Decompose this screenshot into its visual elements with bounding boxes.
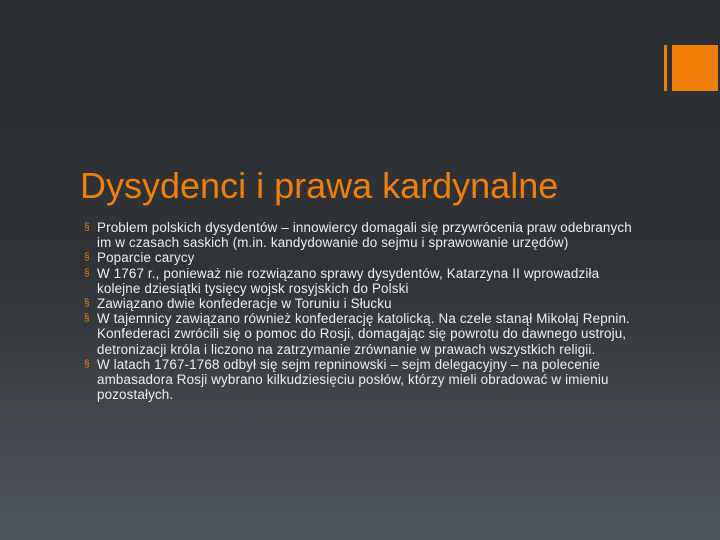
bullet-list: [84, 220, 644, 402]
bullet-item: [84, 311, 644, 357]
bullet-item: [84, 220, 644, 250]
slide-title: Dysydenci i prawa kardynalne: [80, 165, 559, 206]
bullet-text: Problem polskich dysydentów – innowiercy domagali się przywrócenia praw odebranych im w czasach saskich (m.in. kandydowanie do sejmu i sprawowanie urzędów): [97, 220, 632, 251]
bullet-marker-icon: §: [84, 358, 90, 370]
bullet-item: [84, 266, 644, 296]
bullet-text: Zawiązano dwie konfederacje w Toruniu i Słucku: [97, 296, 392, 312]
bullet-text: W latach 1767-1768 odbył się sejm repninowski – sejm delegacyjny – na polecenie ambasadora Rosji wybrano kilkudziesięciu posłów, którzy mieli obradować w imieniu pozostałych.: [97, 356, 609, 403]
accent-thick-bar: [672, 45, 718, 91]
bullet-text: Poparcie carycy: [97, 250, 195, 266]
bullet-text: W tajemnicy zawiązano również konfederację katolicką. Na czele stanął Mikołaj Repnin. Konfederaci zwrócili się o pomoc do Rosji, domagając się powrotu do dawnego ustroju, detronizacji króla i liczono na zatrzymanie zrównanie w prawach wszystkich religii.: [97, 311, 630, 357]
bullet-text: W 1767 r., ponieważ nie rozwiązano sprawy dysydentów, Katarzyna II wprowadziła kolejne dziesiątki tysięcy wojsk rosyjskich do Polski: [97, 265, 600, 296]
bullet-marker-icon: §: [84, 298, 90, 310]
bullet-marker-icon: §: [84, 313, 90, 325]
bullet-marker-icon: §: [84, 222, 90, 233]
bullet-item: [84, 296, 644, 311]
bullet-item: [84, 250, 644, 265]
accent-thin-bar: [664, 45, 667, 91]
bullet-marker-icon: §: [84, 267, 90, 279]
bullet-marker-icon: §: [84, 252, 90, 264]
bullet-item: [84, 357, 644, 403]
accent-bar-decoration: [664, 45, 718, 91]
